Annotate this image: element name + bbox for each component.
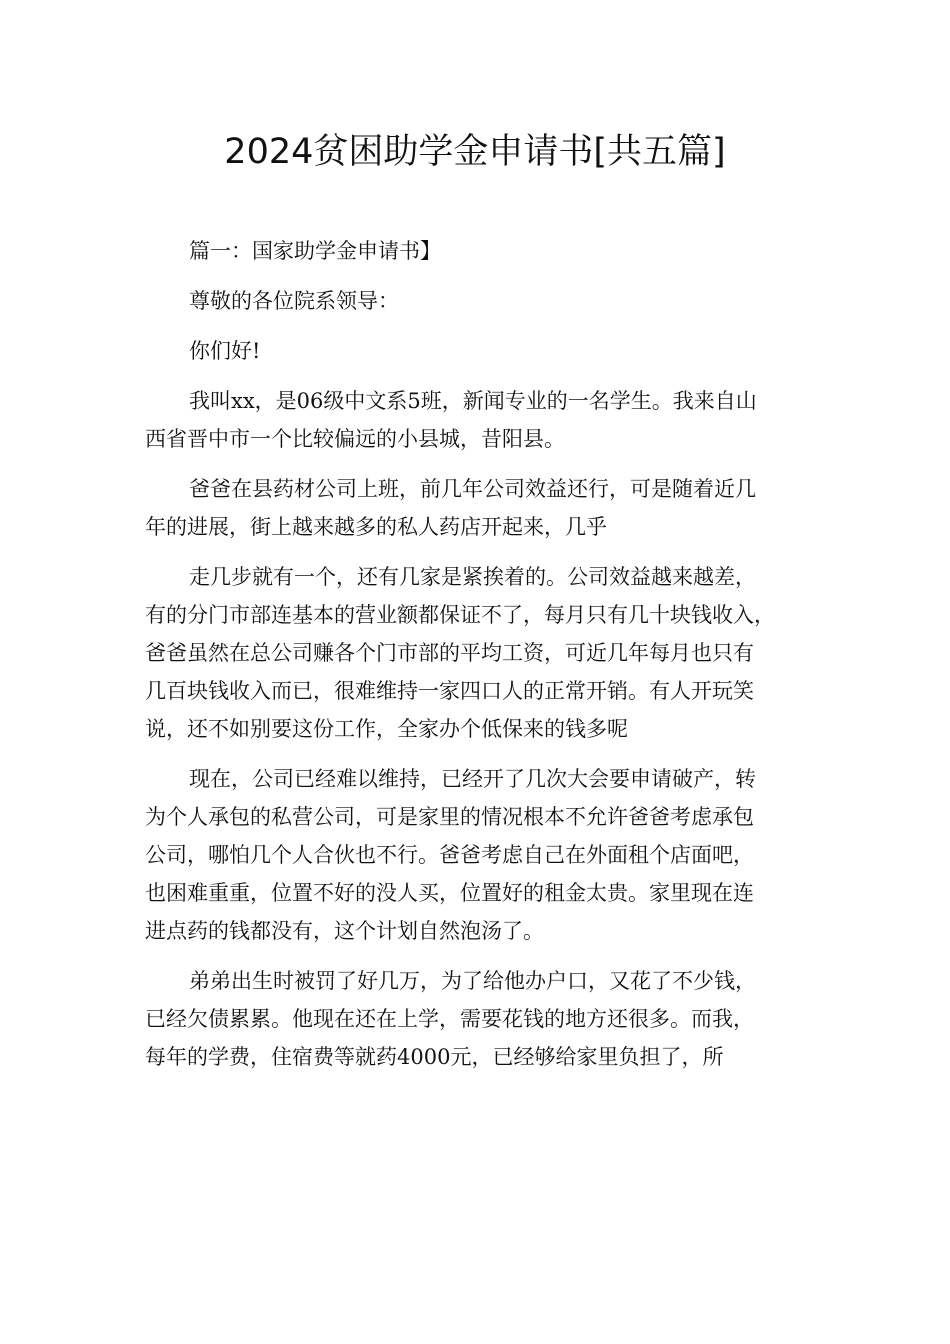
paragraph-line: 也困难重重，位置不好的没人买，位置好的租金太贵。家里现在连 bbox=[145, 881, 754, 905]
paragraph-line: 为个人承包的私营公司，可是家里的情况根本不允许爸爸考虑承包 bbox=[145, 805, 754, 829]
paragraph-line: 爸爸在县药材公司上班，前几年公司效益还行，可是随着近几 bbox=[189, 477, 756, 501]
document-body bbox=[145, 232, 825, 1076]
paragraph-line: 爸爸虽然在总公司赚各个门市部的平均工资，可近几年每月也只有 bbox=[145, 641, 754, 665]
greeting: 你们好! bbox=[189, 339, 261, 363]
paragraph-line: 有的分门市部连基本的营业额都保证不了，每月只有几十块钱收入， bbox=[145, 603, 775, 627]
paragraph-line: 说，还不如别要这份工作，全家办个低保来的钱多呢 bbox=[145, 717, 628, 741]
paragraph-line: 现在，公司已经难以维持，已经开了几次大会要申请破产，转 bbox=[189, 767, 756, 791]
paragraph-line: 几百块钱收入而已，很难维持一家四口人的正常开销。有人开玩笑 bbox=[145, 679, 754, 703]
paragraph-line: 我叫xx，是06级中文系5班，新闻专业的一名学生。我来自山 bbox=[189, 389, 757, 413]
paragraph-line: 每年的学费，住宿费等就药4000元，已经够给家里负担了，所 bbox=[145, 1045, 724, 1069]
section-heading: 篇一：国家助学金申请书】 bbox=[189, 239, 441, 263]
document-title: 2024贫困助学金申请书[共五篇] bbox=[224, 132, 726, 172]
paragraph-line: 走几步就有一个，还有几家是紧挨着的。公司效益越来越差， bbox=[189, 565, 756, 589]
paragraph-line: 年的进展，街上越来越多的私人药店开起来，几乎 bbox=[145, 515, 607, 539]
paragraph-line: 已经欠债累累。他现在还在上学，需要花钱的地方还很多。而我， bbox=[145, 1007, 754, 1031]
paragraph-line: 西省晋中市一个比较偏远的小县城，昔阳县。 bbox=[145, 427, 565, 451]
paragraph-line: 公司，哪怕几个人合伙也不行。爸爸考虑自己在外面租个店面吧， bbox=[145, 843, 754, 867]
paragraph-line: 弟弟出生时被罚了好几万，为了给他办户口，又花了不少钱， bbox=[189, 969, 756, 993]
paragraph-line: 进点药的钱都没有，这个计划自然泡汤了。 bbox=[145, 919, 544, 943]
salutation: 尊敬的各位院系领导： bbox=[189, 289, 399, 313]
